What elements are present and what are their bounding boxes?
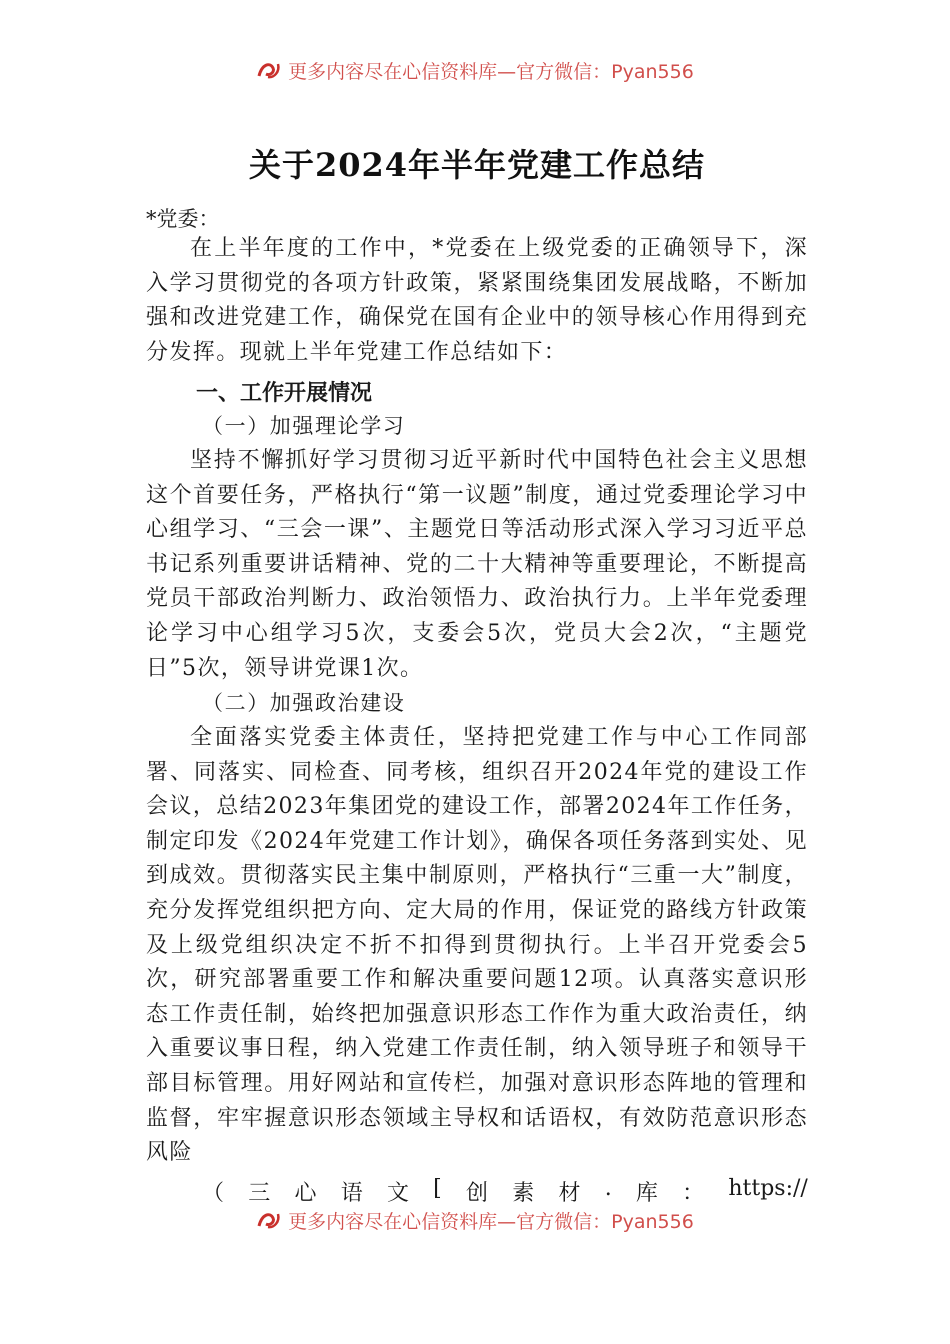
watermark-text: 更多内容尽在心信资料库—官方微信：Pyan556 — [288, 60, 694, 83]
watermark-banner-top — [0, 56, 950, 84]
intro-paragraph: 在上半年度的工作中，*党委在上级党委的正确领导下，深入学习贯彻党的各项方针政策，紧紧围绕集团发展战略，不断加强和改进党建工作，确保党在国有企业中的领导核心作用得到充分发挥。现就上半年党建工作总结如下： — [146, 236, 808, 365]
page-title: 关于2024年半年党建工作总结 — [248, 146, 706, 184]
subsection-heading-2: （二）加强政治建设 — [202, 691, 406, 715]
watermark-logo-icon — [256, 1210, 282, 1230]
source-citation: （ 三 心 语 文 [ 创 素 材 . 库 ： https:// — [202, 1176, 808, 1206]
salutation: *党委： — [146, 207, 220, 231]
watermark-banner-bottom — [0, 1206, 950, 1234]
watermark-logo-icon — [256, 60, 282, 80]
subsection-body-2: 全面落实党委主体责任，坚持把党建工作与中心工作同部署、同落实、同检查、同考核，组织召开2024年党的建设工作会议，总结2023年集团党的建设工作，部署2024年工作任务，制定印发《2024年党建工作计划》，确保各项任务落到实处、见到成效。贯彻落实民主集中制原则，严格执行“三重一大”制度，充分发挥党组织把方向、定大局的作用，保证党的路线方针政策及上级党组织决定不折不扣得到贯彻执行。上半召开党委会5次，研究部署重要工作和解决重要问题12项。认真落实意识形态工作责任制，始终把加强意识形态工作作为重大政治责任，纳入重要议事日程，纳入党建工作责任制，纳入领导班子和领导干部目标管理。用好网站和宣传栏，加强对意识形态阵地的管理和监督，牢牢握意识形态领域主导权和话语权，有效防范意识形态风险 — [146, 725, 808, 1166]
section-heading: 一、工作开展情况 — [196, 381, 373, 406]
watermark-text: 更多内容尽在心信资料库—官方微信：Pyan556 — [288, 1210, 694, 1233]
subsection-heading-1: （一）加强理论学习 — [202, 414, 406, 438]
subsection-body-1: 坚持不懈抓好学习贯彻习近平新时代中国特色社会主义思想这个首要任务，严格执行“第一议题”制度，通过党委理论学习中心组学习、“三会一课”、主题党日等活动形式深入学习习近平总书记系列重要讲话精神、党的二十大精神等重要理论，不断提高党员干部政治判断力、政治领悟力、政治执行力。上半年党委理论学习中心组学习5次，支委会5次，党员大会2次，“主题党日”5次，领导讲党课1次。 — [146, 448, 808, 681]
